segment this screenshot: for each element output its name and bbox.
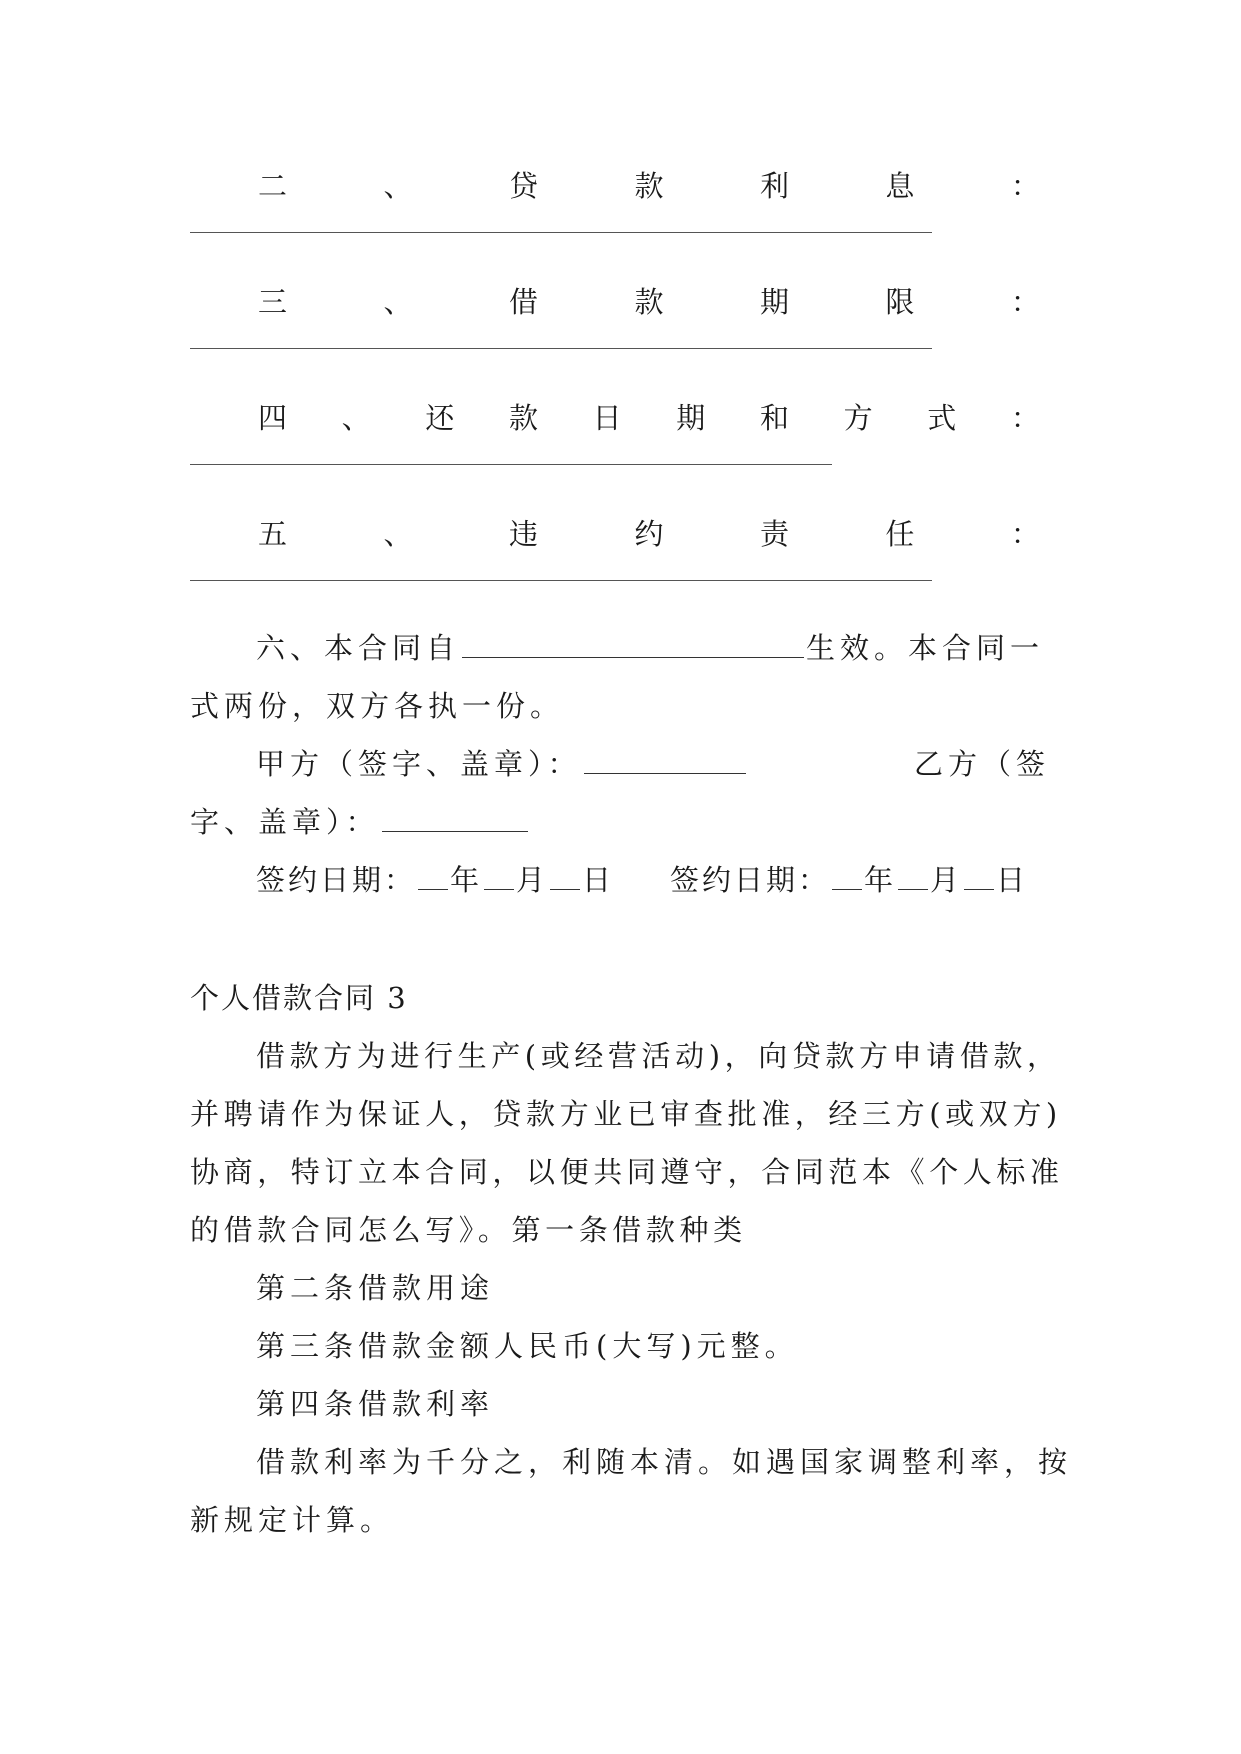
party-a-signature-blank bbox=[584, 747, 746, 774]
year-label-b: 年 bbox=[864, 863, 897, 897]
article-three: 第三条借款金额人民币(大写)元整。 bbox=[256, 1329, 799, 1363]
party-b-signature-blank bbox=[382, 805, 528, 832]
section-two-heading bbox=[258, 166, 1040, 206]
contract3-title: 个人借款合同 3 bbox=[190, 981, 408, 1015]
section-four-char: 和 bbox=[759, 401, 789, 435]
section-five-char: ： bbox=[1010, 517, 1040, 551]
section-two-char: 贷 bbox=[508, 169, 538, 203]
section-five-char: 五 bbox=[258, 517, 288, 551]
contract3-para1-line: 并聘请作为保证人，贷款方业已审查批准，经三方(或双方) bbox=[190, 1097, 1062, 1131]
section-five-char: 、 bbox=[383, 517, 413, 551]
year-label-a: 年 bbox=[450, 863, 483, 897]
section-three-char: 期 bbox=[759, 285, 789, 319]
contract3-para1-line: 协商，特订立本合同，以便共同遵守，合同范本《个人标准 bbox=[190, 1155, 1064, 1189]
day-label-a: 日 bbox=[582, 863, 615, 897]
year-blank-b bbox=[832, 863, 862, 890]
section-five-char: 任 bbox=[885, 517, 915, 551]
contract3-para1-line: 借款方为进行生产(或经营活动)，向贷款方申请借款， bbox=[256, 1039, 1061, 1073]
section-four-char: 式 bbox=[927, 401, 957, 435]
day-blank-a bbox=[550, 863, 580, 890]
section-four-blank bbox=[190, 464, 832, 465]
section-six-prefix: 六、本合同自 bbox=[256, 631, 461, 665]
party-b-signature bbox=[190, 802, 530, 842]
party-b-label-cont: 字、盖章）： bbox=[190, 805, 380, 839]
section-six-suffix: 生效。本合同一 bbox=[806, 631, 1045, 665]
section-three-char: 限 bbox=[885, 285, 915, 319]
section-four-char: 方 bbox=[843, 401, 873, 435]
article-four: 第四条借款利率 bbox=[256, 1387, 495, 1421]
section-two-char: 息 bbox=[885, 169, 915, 203]
section-four-char: 还 bbox=[425, 401, 455, 435]
month-label-b: 月 bbox=[930, 863, 963, 897]
article-two: 第二条借款用途 bbox=[256, 1271, 495, 1305]
party-b-label: 乙方（签 bbox=[914, 747, 1051, 781]
section-two-char: 利 bbox=[759, 169, 789, 203]
effective-date-blank bbox=[462, 631, 804, 658]
section-three-char: 款 bbox=[634, 285, 664, 319]
sign-date-b bbox=[670, 860, 1028, 900]
section-four-char: ： bbox=[1010, 401, 1040, 435]
section-two-char: 、 bbox=[383, 169, 413, 203]
day-label-b: 日 bbox=[996, 863, 1029, 897]
party-a-signature bbox=[256, 744, 748, 784]
section-four-char: 款 bbox=[508, 401, 538, 435]
section-three-heading bbox=[258, 282, 1040, 322]
section-four-char: 四 bbox=[258, 401, 288, 435]
month-label-a: 月 bbox=[516, 863, 549, 897]
section-five-char: 违 bbox=[508, 517, 538, 551]
section-three-char: ： bbox=[1010, 285, 1040, 319]
contract3-para1-line: 的借款合同怎么写》。第一条借款种类 bbox=[190, 1213, 747, 1247]
year-blank-a bbox=[418, 863, 448, 890]
section-five-char: 责 bbox=[759, 517, 789, 551]
section-four-char: 期 bbox=[676, 401, 706, 435]
section-four-char: 日 bbox=[592, 401, 622, 435]
section-two-char: ： bbox=[1010, 169, 1040, 203]
rate-paragraph-line: 新规定计算。 bbox=[190, 1503, 395, 1537]
section-four-heading bbox=[258, 398, 1040, 438]
section-five-blank bbox=[190, 580, 932, 581]
month-blank-b bbox=[898, 863, 928, 890]
section-three-char: 借 bbox=[508, 285, 538, 319]
section-six-line2: 式两份，双方各执一份。 bbox=[190, 689, 565, 723]
section-five-char: 约 bbox=[634, 517, 664, 551]
section-three-char: 、 bbox=[383, 285, 413, 319]
party-a-label: 甲方（签字、盖章）： bbox=[256, 747, 582, 781]
section-six-line1 bbox=[256, 628, 1044, 668]
sign-date-label-b: 签约日期： bbox=[670, 863, 831, 897]
month-blank-a bbox=[484, 863, 514, 890]
day-blank-b bbox=[964, 863, 994, 890]
section-two-char: 二 bbox=[258, 169, 288, 203]
rate-paragraph-line: 借款利率为千分之，利随本清。如遇国家调整利率，按 bbox=[256, 1445, 1073, 1479]
sign-date-label-a: 签约日期： bbox=[256, 863, 417, 897]
sign-date-a bbox=[256, 860, 614, 900]
section-three-blank bbox=[190, 348, 932, 349]
section-two-blank bbox=[190, 232, 932, 233]
section-two-char: 款 bbox=[634, 169, 664, 203]
section-four-char: 、 bbox=[341, 401, 371, 435]
section-five-heading bbox=[258, 514, 1040, 554]
section-three-char: 三 bbox=[258, 285, 288, 319]
